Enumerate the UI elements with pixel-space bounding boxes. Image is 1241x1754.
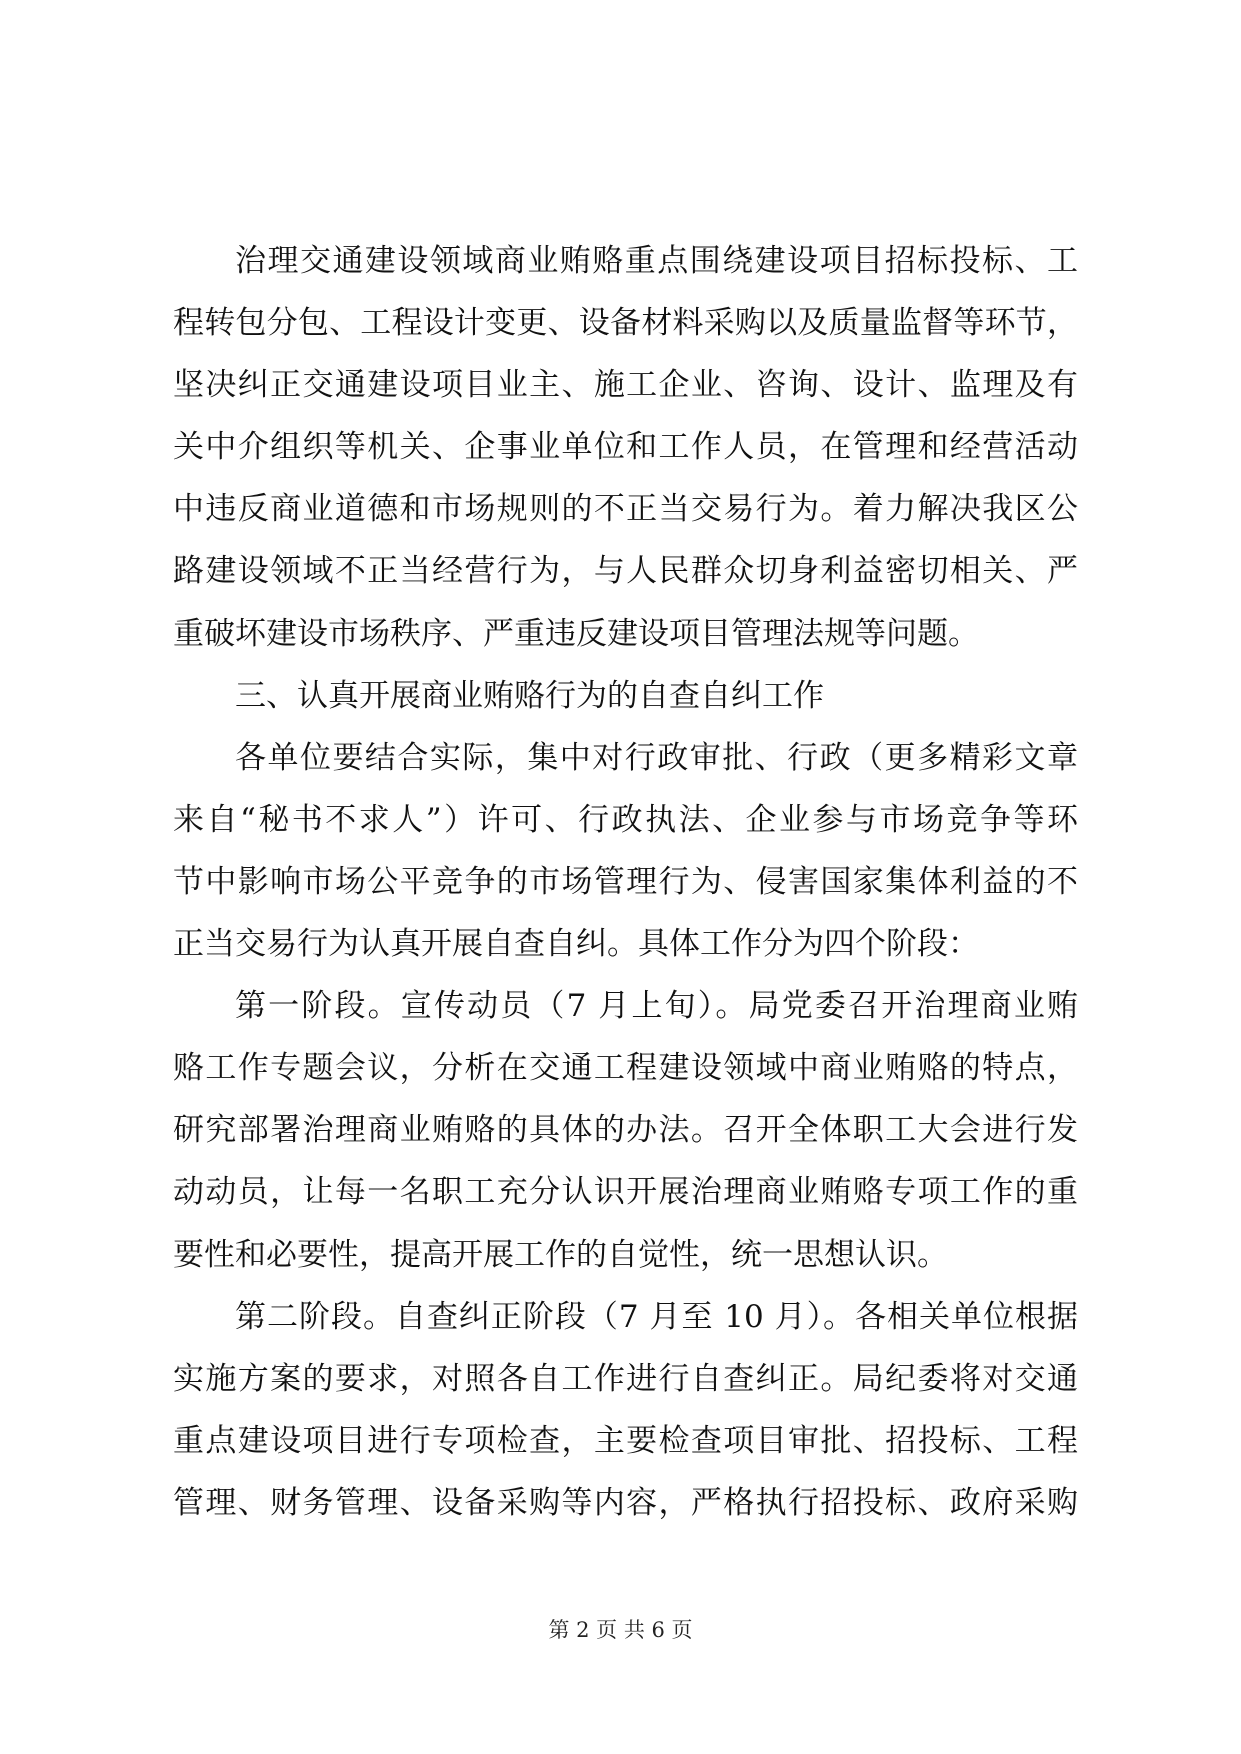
text-line: 中违反商业道德和市场规则的不正当交易行为。着力解决我区公 (173, 491, 1078, 528)
text-line: 重点建设项目进行专项检查，主要检查项目审批、招投标、工程 (173, 1422, 1078, 1459)
text-line: 来自“秘书不求人”）许可、行政执法、企业参与市场竞争等环 (173, 801, 1078, 838)
text-line: 程转包分包、工程设计变更、设备材料采购以及质量监督等环节， (173, 305, 1078, 342)
paragraph-2 (173, 727, 1078, 975)
text-line: 管理、财务管理、设备采购等内容，严格执行招投标、政府采购 (173, 1484, 1078, 1521)
text-line: 节中影响市场公平竞争的市场管理行为、侵害国家集体利益的不 (173, 863, 1078, 900)
page-footer (0, 1614, 1241, 1644)
section-heading-text: 三、认真开展商业贿赂行为的自查自纠工作 (235, 677, 824, 714)
text-line: 第二阶段。自查纠正阶段（7 月至 10 月）。各相关单位根据 (235, 1298, 1078, 1335)
paragraph-3 (173, 975, 1078, 1285)
text-line: 关中介组织等机关、企事业单位和工作人员，在管理和经营活动 (173, 429, 1078, 466)
text-line: 路建设领域不正当经营行为，与人民群众切身利益密切相关、严 (173, 553, 1078, 590)
text-line: 研究部署治理商业贿赂的具体的办法。召开全体职工大会进行发 (173, 1112, 1078, 1149)
text-line: 各单位要结合实际，集中对行政审批、行政（更多精彩文章 (235, 739, 1078, 776)
text-line: 治理交通建设领域商业贿赂重点围绕建设项目招标投标、工 (235, 243, 1078, 279)
paragraph-1 (173, 230, 1078, 665)
document-body (173, 230, 1078, 1534)
text-line: 正当交易行为认真开展自查自纠。具体工作分为四个阶段： (173, 926, 979, 963)
page-number: 第 2 页 共 6 页 (548, 1618, 693, 1642)
section-heading (173, 665, 1078, 727)
text-line: 重破坏建设市场秩序、严重违反建设项目管理法规等问题。 (173, 615, 979, 652)
text-line: 第一阶段。宣传动员（7 月上旬）。局党委召开治理商业贿 (235, 988, 1078, 1025)
paragraph-4 (173, 1286, 1078, 1534)
text-line: 坚决纠正交通建设项目业主、施工企业、咨询、设计、监理及有 (173, 367, 1078, 404)
text-line: 实施方案的要求，对照各自工作进行自查纠正。局纪委将对交通 (173, 1360, 1078, 1397)
text-line: 要性和必要性，提高开展工作的自觉性，统一思想认识。 (173, 1236, 948, 1273)
text-line: 赂工作专题会议，分析在交通工程建设领域中商业贿赂的特点， (173, 1050, 1078, 1087)
text-line: 动动员，让每一名职工充分认识开展治理商业贿赂专项工作的重 (173, 1174, 1078, 1211)
